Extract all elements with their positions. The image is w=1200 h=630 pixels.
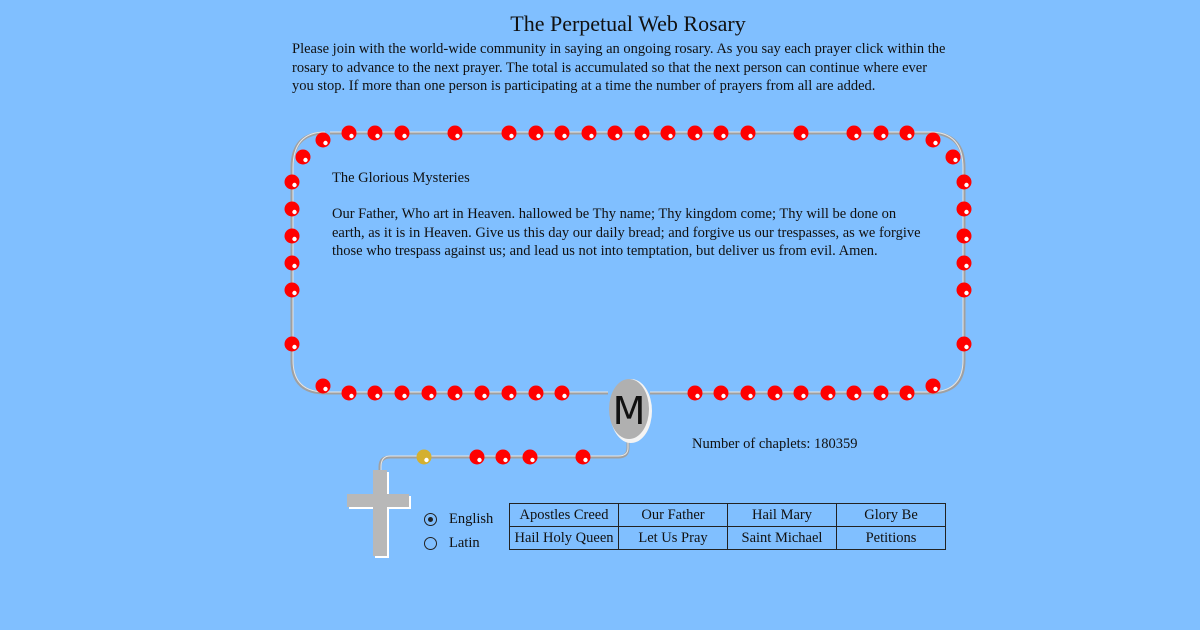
language-label-latin: Latin [449,534,480,551]
bead-body [688,386,703,401]
rosary-bead[interactable] [957,229,972,244]
bead-body [741,386,756,401]
rosary-bead[interactable] [794,386,809,401]
rosary-bead[interactable] [957,283,972,298]
rosary-bead[interactable] [847,386,862,401]
bead-body [502,386,517,401]
bead-highlight [292,264,296,268]
bead-highlight [477,458,481,462]
english-radio[interactable] [424,513,437,526]
bead-body [448,386,463,401]
bead-highlight [964,210,968,214]
bead-highlight [953,158,957,162]
bead-body [342,386,357,401]
bead-highlight [536,134,540,138]
prayer-text: Our Father, Who art in Heaven. hallowed be Thy name; Thy kingdom come; Thy will be done on earth, as it is in Heaven. Give us this day our daily bread; and forgive us our trespasses, as we forgive those who trespass against us; and lead us not into temptation, but deliver us from evil. Amen. [332,206,921,259]
bead-highlight [509,134,513,138]
rosary-bead[interactable] [368,126,383,141]
bead-body [285,337,300,352]
latin-radio[interactable] [424,537,437,550]
bead-body [608,126,623,141]
bead-body [714,126,729,141]
rosary-bead[interactable] [576,450,591,465]
bead-highlight [562,134,566,138]
bead-body [368,386,383,401]
rosary-bead[interactable] [285,256,300,271]
bead-highlight [964,183,968,187]
bead-highlight [402,394,406,398]
petitions-button[interactable]: Petitions [837,527,946,550]
chaplet-counter-label: Number of chaplets: [692,436,811,452]
bead-body [368,126,383,141]
bead-highlight [292,345,296,349]
medal-letter: M [612,389,646,433]
rosary-bead[interactable] [529,386,544,401]
bead-body [900,386,915,401]
bead-body [582,126,597,141]
bead-body [957,202,972,217]
bead-highlight [375,134,379,138]
bead-highlight [503,458,507,462]
bead-highlight [964,291,968,295]
glory-be-button[interactable]: Glory Be [837,504,946,527]
rosary-bead[interactable] [285,229,300,244]
prayer-button-row [510,504,946,527]
rosary-bead[interactable] [874,386,889,401]
language-option-english[interactable] [424,507,493,531]
bead-body [847,126,862,141]
bead-body [316,133,331,148]
rosary-bead[interactable] [768,386,783,401]
bead-highlight [748,134,752,138]
bead-highlight [721,134,725,138]
bead-body [395,126,410,141]
rosary-bead[interactable] [285,175,300,190]
rosary-bead[interactable] [926,133,941,148]
bead-highlight [801,394,805,398]
rosary-bead[interactable] [714,126,729,141]
bead-body [847,386,862,401]
rosary-bead[interactable] [296,150,311,165]
bead-highlight [429,394,433,398]
let-us-pray-button[interactable]: Let Us Pray [619,527,728,550]
bead-highlight [349,394,353,398]
bead-body [874,126,889,141]
bead-body [874,386,889,401]
rosary-bead[interactable] [529,126,544,141]
bead-highlight [424,458,428,462]
bead-highlight [323,141,327,145]
rosary-bead[interactable] [395,386,410,401]
bead-body [900,126,915,141]
rosary-bead[interactable] [688,386,703,401]
bead-body [741,126,756,141]
bead-body [296,150,311,165]
bead-highlight [292,210,296,214]
bead-highlight [323,387,327,391]
rosary-bead[interactable] [502,126,517,141]
bead-highlight [748,394,752,398]
bead-body [496,450,511,465]
bead-highlight [907,134,911,138]
bead-body [316,379,331,394]
bead-body [576,450,591,465]
bead-body [285,256,300,271]
bead-highlight [775,394,779,398]
rosary-bead[interactable] [900,126,915,141]
bead-body [957,283,972,298]
bead-body [714,386,729,401]
bead-highlight [854,134,858,138]
prayer-button-row [510,527,946,550]
rosary-bead[interactable] [342,386,357,401]
rosary-bead[interactable] [957,202,972,217]
rosary-bead[interactable] [794,126,809,141]
bead-body [957,337,972,352]
rosary-bead[interactable] [285,283,300,298]
bead-highlight [402,134,406,138]
bead-highlight [375,394,379,398]
rosary-bead[interactable] [368,386,383,401]
rosary-bead[interactable] [900,386,915,401]
bead-body [821,386,836,401]
rosary-bead[interactable] [957,175,972,190]
bead-body [635,126,650,141]
bead-body [417,450,432,465]
bead-body [285,202,300,217]
bead-highlight [615,134,619,138]
saint-michael-button[interactable]: Saint Michael [728,527,837,550]
rosary-bead[interactable] [957,337,972,352]
bead-body [688,126,703,141]
bead-highlight [695,394,699,398]
bead-body [957,256,972,271]
rosary-bead[interactable] [475,386,490,401]
language-option-latin[interactable] [424,531,493,555]
bead-highlight [964,264,968,268]
miraculous-medal[interactable] [609,379,652,443]
bead-highlight [536,394,540,398]
bead-highlight [907,394,911,398]
bead-highlight [509,394,513,398]
bead-highlight [292,183,296,187]
bead-highlight [933,141,937,145]
rosary-bead[interactable] [946,150,961,165]
bead-body [502,126,517,141]
rosary-bead[interactable] [555,126,570,141]
bead-highlight [695,134,699,138]
bead-body [794,386,809,401]
bead-body [285,175,300,190]
our-father-button[interactable]: Our Father [619,504,728,527]
bead-highlight [292,237,296,241]
bead-body [475,386,490,401]
bead-highlight [455,394,459,398]
bead-body [470,450,485,465]
rosary-bead[interactable] [582,126,597,141]
bead-body [946,150,961,165]
bead-highlight [455,134,459,138]
bead-highlight [801,134,805,138]
bead-body [661,126,676,141]
chaplet-counter [692,436,858,453]
bead-highlight [589,134,593,138]
prayer-button-table [509,503,946,550]
rosary-bead[interactable] [316,379,331,394]
rosary-bead[interactable] [448,126,463,141]
rosary-bead[interactable] [821,386,836,401]
mystery-title: The Glorious Mysteries [332,170,470,186]
bead-body [523,450,538,465]
chaplet-counter-value: 180359 [814,436,858,452]
rosary-bead[interactable] [555,386,570,401]
bead-highlight [964,237,968,241]
bead-body [794,126,809,141]
bead-highlight [881,394,885,398]
bead-highlight [583,458,587,462]
hail-mary-button[interactable]: Hail Mary [728,504,837,527]
bead-highlight [349,134,353,138]
page-title: The Perpetual Web Rosary [510,11,746,36]
rosary-bead[interactable] [342,126,357,141]
rosary-bead[interactable] [316,133,331,148]
rosary-bead[interactable] [285,202,300,217]
bead-body [926,379,941,394]
rosary-bead[interactable] [741,386,756,401]
rosary-bead[interactable] [395,126,410,141]
language-selector [424,507,493,555]
rosary-bead[interactable] [957,256,972,271]
bead-highlight [721,394,725,398]
bead-highlight [482,394,486,398]
bead-body [448,126,463,141]
rosary-bead[interactable] [635,126,650,141]
rosary-bead[interactable] [448,386,463,401]
cross-icon[interactable] [347,470,411,558]
rosary-bead[interactable] [285,337,300,352]
rosary-bead[interactable] [741,126,756,141]
bead-highlight [964,345,968,349]
bead-highlight [933,387,937,391]
bead-body [285,229,300,244]
rosary-bead[interactable] [688,126,703,141]
bead-body [555,126,570,141]
rosary-bead[interactable] [874,126,889,141]
bead-highlight [303,158,307,162]
bead-highlight [292,291,296,295]
bead-highlight [642,134,646,138]
bead-highlight [668,134,672,138]
bead-body [529,126,544,141]
rosary-bead[interactable] [470,450,485,465]
intro-text: Please join with the world-wide community in saying an ongoing rosary. As you say each prayer click within the rosary to advance to the next prayer. The total is accumulated so that the next person can continue where ever you stop. If more than one person is participating at a time the number of prayers from all are added. [292,41,946,94]
bead-body [957,175,972,190]
bead-highlight [881,134,885,138]
bead-body [422,386,437,401]
rosary-bead[interactable] [661,126,676,141]
bead-body [285,283,300,298]
bead-body [395,386,410,401]
bead-body [342,126,357,141]
bead-body [529,386,544,401]
language-label-english: English [449,510,494,527]
rosary-bead[interactable] [422,386,437,401]
rosary-bead[interactable] [714,386,729,401]
rosary-bead[interactable] [608,126,623,141]
rosary-bead[interactable] [926,379,941,394]
bead-body [555,386,570,401]
bead-highlight [854,394,858,398]
bead-highlight [530,458,534,462]
bead-highlight [562,394,566,398]
hail-holy-queen-button[interactable]: Hail Holy Queen [510,527,619,550]
current-bead[interactable] [417,450,432,465]
bead-body [957,229,972,244]
apostles-creed-button[interactable]: Apostles Creed [510,504,619,527]
rosary-bead[interactable] [523,450,538,465]
rosary-bead[interactable] [496,450,511,465]
bead-body [926,133,941,148]
rosary-bead[interactable] [502,386,517,401]
bead-body [768,386,783,401]
rosary-bead[interactable] [847,126,862,141]
bead-highlight [828,394,832,398]
